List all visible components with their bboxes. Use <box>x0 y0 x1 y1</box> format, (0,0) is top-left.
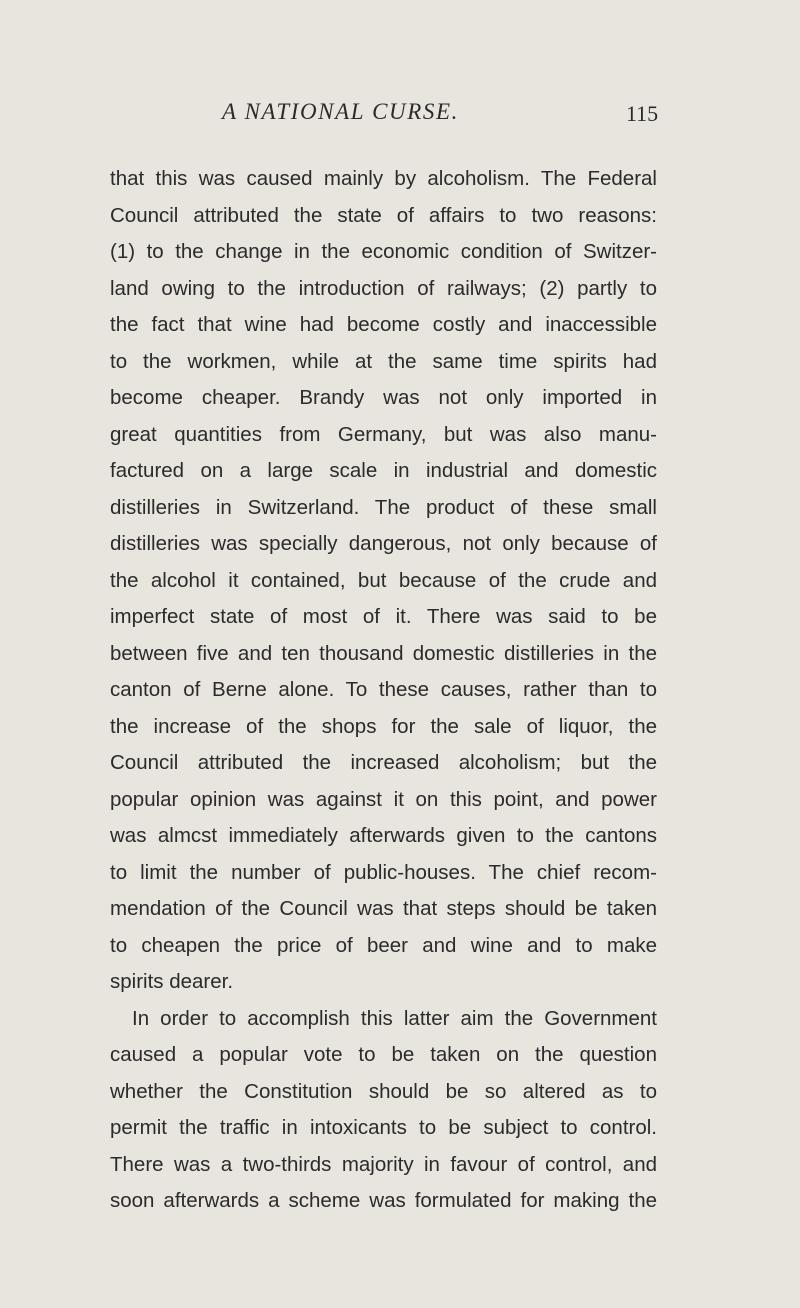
paragraph-end-line: spirits dearer. <box>110 970 234 993</box>
body-text <box>110 161 657 1220</box>
text-line: to limit the number of public-houses. The chief recom- <box>110 860 657 884</box>
text-line: canton of Berne alone. To these causes, rather than to <box>110 678 657 701</box>
running-title: A NATIONAL CURSE. <box>222 99 459 124</box>
text-line: There was a two-thirds majority in favour of control, and <box>110 1152 657 1176</box>
text-line: great quantities from Germany, but was also manu- <box>110 422 657 446</box>
text-line: the increase of the shops for the sale of liquor, the <box>110 714 657 738</box>
text-line: distilleries in Switzerland. The product of these small <box>110 495 657 519</box>
text-line: the alcohol it contained, but because of the crude and <box>110 568 657 592</box>
text-line: permit the traffic in intoxicants to be subject to control. <box>110 1116 657 1139</box>
text-line: imperfect state of most of it. There was said to be <box>110 605 657 628</box>
paragraph-start-line: In order to accomplish this latter aim the Government <box>132 1006 657 1030</box>
page-header <box>0 99 800 139</box>
text-line: (1) to the change in the economic condition of Switzer- <box>110 240 657 263</box>
page-number: 115 <box>626 101 659 126</box>
text-line: the fact that wine had become costly and inaccessible <box>110 313 657 336</box>
text-line: that this was caused mainly by alcoholism. The Federal <box>110 167 657 190</box>
text-line: to cheapen the price of beer and wine and to make <box>110 933 657 957</box>
text-line: to the workmen, while at the same time spirits had <box>110 349 657 373</box>
text-line: Council attributed the increased alcoholism; but the <box>110 751 657 774</box>
text-line: Council attributed the state of affairs to two reasons: <box>110 203 657 227</box>
text-line: popular opinion was against it on this point, and power <box>110 787 657 811</box>
text-line: distilleries was specially dangerous, not only because of <box>110 532 657 555</box>
text-line: mendation of the Council was that steps should be taken <box>110 897 657 920</box>
text-line: between five and ten thousand domestic distilleries in the <box>110 641 657 665</box>
text-line: soon afterwards a scheme was formulated for making the <box>110 1189 657 1212</box>
text-line: land owing to the introduction of railways; (2) partly to <box>110 276 657 300</box>
text-line: was almcst immediately afterwards given to the cantons <box>110 824 657 847</box>
text-line: caused a popular vote to be taken on the question <box>110 1043 657 1066</box>
text-line: factured on a large scale in industrial and domestic <box>110 459 657 482</box>
text-line: whether the Constitution should be so altered as to <box>110 1079 657 1103</box>
text-line: become cheaper. Brandy was not only imported in <box>110 386 657 409</box>
